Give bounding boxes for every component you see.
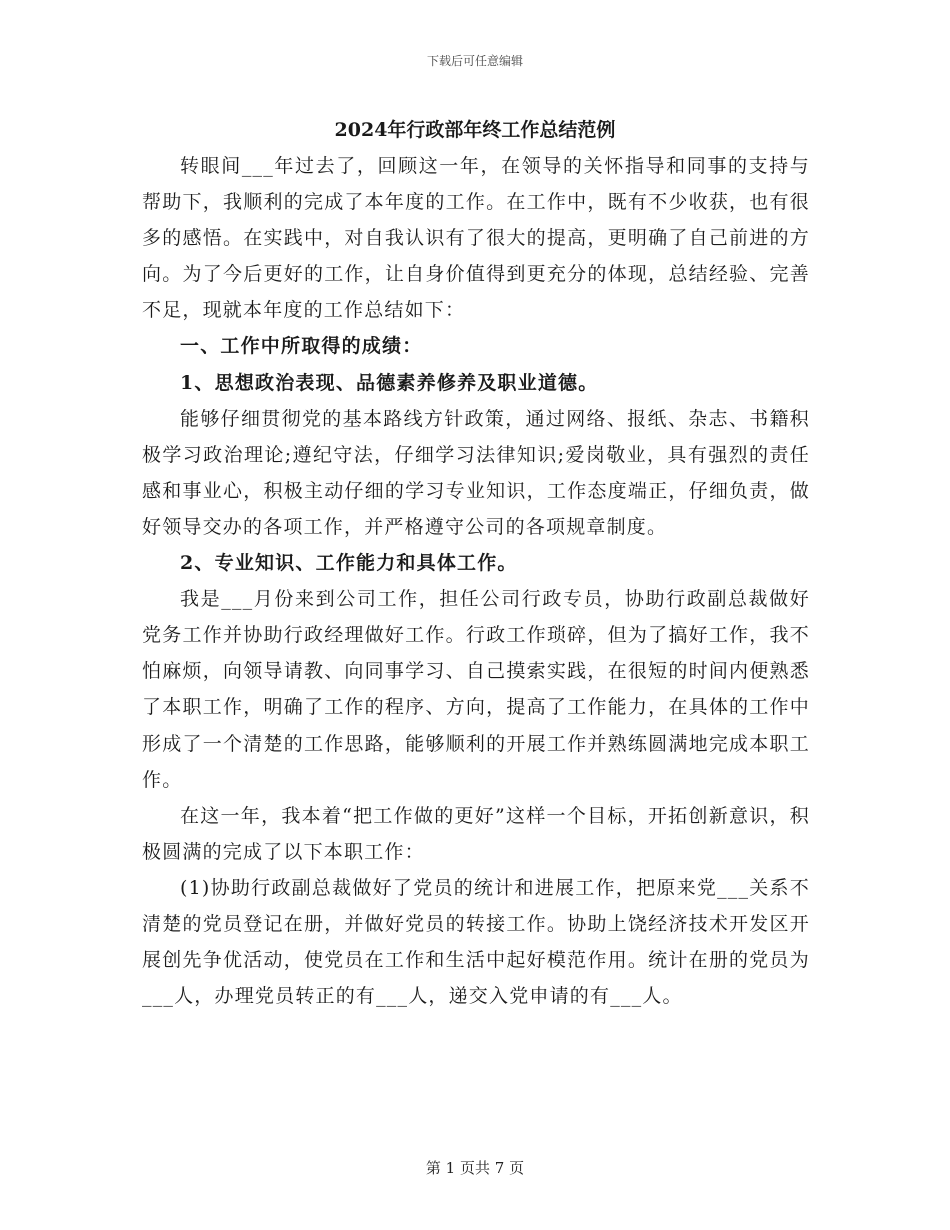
header-note: 下载后可任意编辑 <box>426 54 523 68</box>
political-ethics-paragraph: 能够仔细贯彻党的基本路线方针政策，通过网络、报纸、杂志、书籍积极学习政治理论;遵纪守法，仔细学习法律知识;爱岗敬业，具有强烈的责任感和事业心，积极主动仔细的学习专业知识，工作态度端正，仔细负责，做好领导交办的各项工作，并严格遵守公司的各项规章制度。 <box>142 407 810 538</box>
intro-paragraph: 转眼间___年过去了，回顾这一年，在领导的关怀指导和同事的支持与帮助下，我顺利的完成了本年度的工作。在工作中，既有不少收获，也有很多的感悟。在实践中，对自我认识有了很大的提高，更明确了自己前进的方向。为了今后更好的工作，让自身价值得到更充分的体现，总结经验、完善不足，现就本年度的工作总结如下： <box>142 155 810 322</box>
goal-paragraph: 在这一年，我本着“把工作做的更好”这样一个目标，开拓创新意识，积极圆满的完成了以下本职工作： <box>142 804 810 863</box>
subheading-professional-work: 2、专业知识、工作能力和具体工作。 <box>180 552 518 575</box>
document-title: 2024年行政部年终工作总结范例 <box>334 119 616 141</box>
page-footer: 第 1 页共 7 页 <box>425 1159 525 1177</box>
subheading-political-ethics: 1、思想政治表现、品德素养修养及职业道德。 <box>180 371 599 394</box>
document-body <box>142 148 810 1014</box>
party-work-paragraph: (1)协助行政副总裁做好了党员的统计和进展工作，把原来党___关系不清楚的党员登记在册，并做好党员的转接工作。协助上饶经济技术开发区开展创先争优活动，使党员在工作和生活中起好模范作用。统计在册的党员为___人，办理党员转正的有___人，递交入党申请的有___人。 <box>142 876 810 1008</box>
professional-work-paragraph: 我是___月份来到公司工作，担任公司行政专员，协助行政副总裁做好党务工作并协助行政经理做好工作。行政工作琐碎，但为了搞好工作，我不怕麻烦，向领导请教、向同事学习、自己摸索实践，在很短的时间内便熟悉了本职工作，明确了工作的程序、方向，提高了工作能力，在具体的工作中形成了一个清楚的工作思路，能够顺利的开展工作并熟练圆满地完成本职工作。 <box>142 588 810 791</box>
section-heading-achievements: 一、工作中所取得的成绩： <box>180 335 423 358</box>
